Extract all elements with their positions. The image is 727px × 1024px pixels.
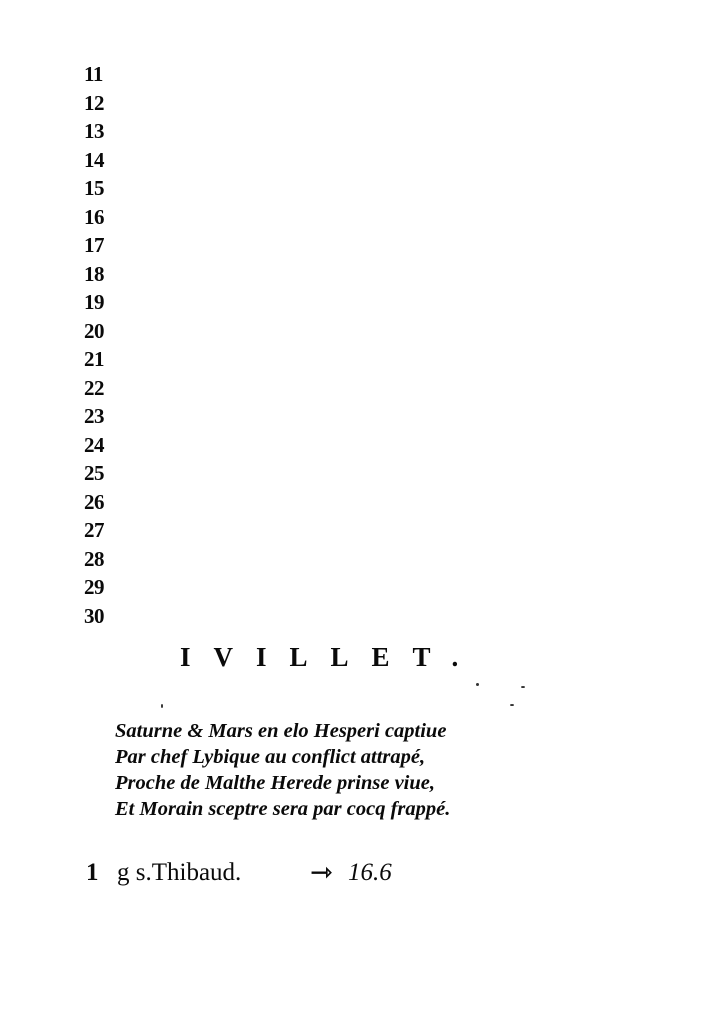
day-number: 28 <box>84 546 104 571</box>
day-number: 19 <box>84 290 104 314</box>
day-number: 11 <box>84 62 103 86</box>
day-number: 30 <box>84 603 104 628</box>
moon-time: 16.6 <box>348 859 392 886</box>
day-number: 24 <box>84 432 104 457</box>
day-number: 13 <box>84 119 104 143</box>
ink-speck <box>510 704 514 706</box>
day-number: 27 <box>84 518 104 542</box>
day-number-column <box>84 60 104 630</box>
verse-line: Par chef Lybique au conflict attrapé, <box>115 746 426 768</box>
month-heading-text: IVILLET. <box>180 642 482 672</box>
ink-speck <box>521 686 525 688</box>
verse-line: Saturne & Mars en elo Hesperi captiue <box>115 720 447 742</box>
day-number: 1 <box>86 859 99 886</box>
quatrain-verse <box>115 718 450 822</box>
day-number: 22 <box>84 375 104 400</box>
day-number: 23 <box>84 404 104 428</box>
day-number: 21 <box>84 347 104 371</box>
moon-phase-symbol: ⇾ <box>310 857 333 888</box>
ink-speck <box>161 704 163 708</box>
verse-line: Proche de Malthe Herede prinse viue, <box>115 772 435 794</box>
day-number: 14 <box>84 147 104 172</box>
day-number: 15 <box>84 176 104 200</box>
day-number: 18 <box>84 261 104 286</box>
day-number: 17 <box>84 233 104 257</box>
day-number: 29 <box>84 575 104 599</box>
day-number: 20 <box>84 318 104 343</box>
month-heading <box>180 642 480 673</box>
verse-line: Et Morain sceptre sera par cocq frappé. <box>115 798 451 820</box>
day-number: 12 <box>84 90 104 115</box>
day-number: 25 <box>84 461 104 485</box>
saint-name: g s.Thibaud. <box>117 859 242 886</box>
ink-speck <box>476 683 479 686</box>
day-number: 26 <box>84 489 104 514</box>
day-number: 16 <box>84 204 104 229</box>
